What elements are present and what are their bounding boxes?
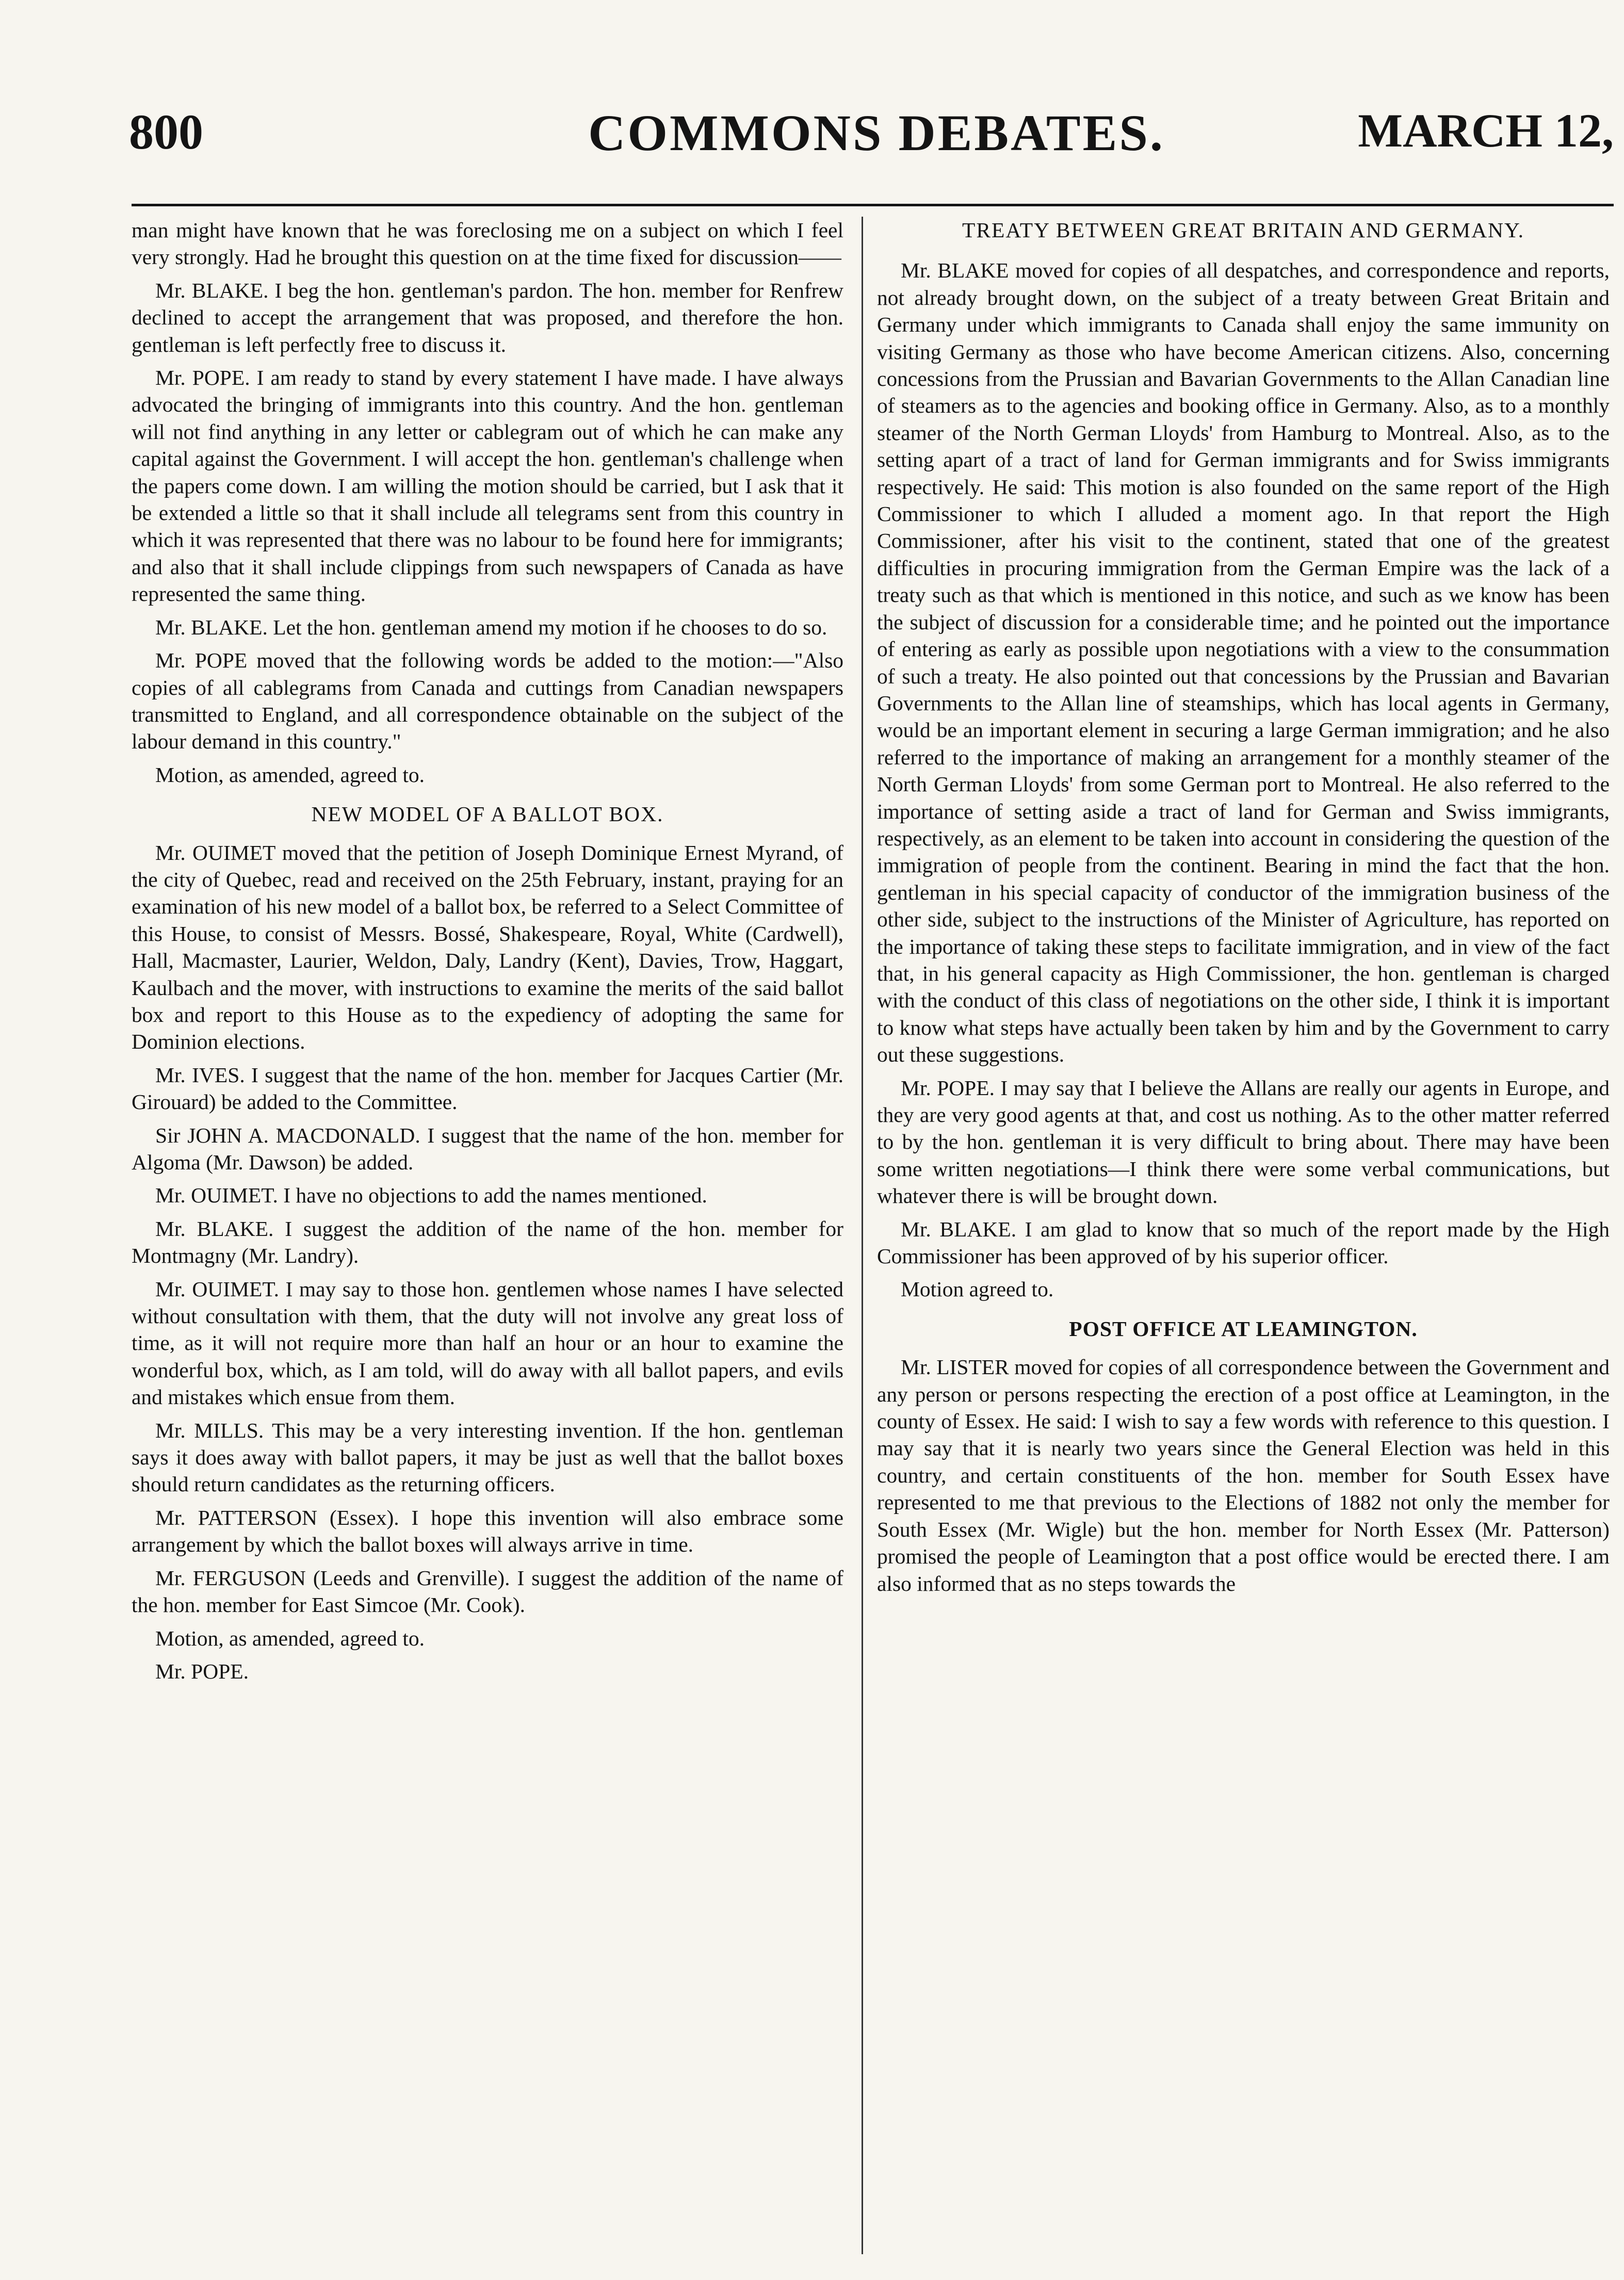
paragraph: Mr. OUIMET moved that the petition of Joseph Dominique Ernest Myrand, of the city of Quebec, read and received on the 25th February, instant, praying for an examination of his new model of a ballot box, be referred to a Select Committee of this House, to consist of Messrs. Bossé, Shakespeare, Royal, White (Cardwell), Hall, Macmaster, Laurier, Weldon, Daly, Landry (Kent), Davies, Trow, Haggart, Kaulbach and the mover, with instructions to examine the merits of the said ballot box and report to this House as to the expediency of adopting the same for Dominion elections. [132, 840, 843, 1054]
paragraph: Mr. BLAKE. I beg the hon. gentleman's pardon. The hon. member for Renfrew declined to accept the arrangement that was proposed, and therefore the hon. gentleman is left perfectly free to discuss it. [132, 278, 843, 356]
paragraph: Mr. MILLS. This may be a very interesting invention. If the hon. gentleman says it does away with ballot papers, it may be just as well that the ballot boxes should return candidates as the returning officers. [132, 1418, 843, 1496]
left-column [132, 217, 843, 1691]
right-column [877, 217, 1610, 1603]
page-number: 800 [129, 104, 203, 159]
paragraph: Motion, as amended, agreed to. [155, 1626, 425, 1650]
paragraph: Mr. BLAKE. I suggest the addition of the name of the hon. member for Montmagny (Mr. Landry). [132, 1216, 843, 1268]
paragraph: Mr. POPE. I may say that I believe the Allans are really our agents in Europe, and they are very good agents at that, and cost us nothing. As to the other matter referred to by the hon. gentleman it is very difficult to bring about. There may have been some written negotiations—I think there were some verbal communications, but whatever there is will be brought down. [877, 1076, 1610, 1208]
paragraph: Sir JOHN A. MACDONALD. I suggest that the name of the hon. member for Algoma (Mr. Dawson) be added. [132, 1123, 843, 1174]
signature: Mr. POPE. [155, 1659, 249, 1683]
column-divider [862, 217, 863, 2254]
paragraph: Mr. POPE. I am ready to stand by every statement I have made. I have always advocated the bringing of immigrants into this country. And the hon. gentleman will not find anything in any letter or cablegram out of which he can make any capital against the Government. I will accept the hon. gentleman's challenge when the papers come down. I am willing the motion should be carried, but I ask that it be extended a little so that it shall include all telegrams sent from this country in which it was represented that there was no labour to be found here for immigrants; and also that it shall include clippings from such newspapers of Canada as have represented the same thing. [132, 366, 843, 606]
paragraph: Mr. BLAKE. Let the hon. gentleman amend my motion if he chooses to do so. [155, 615, 827, 639]
paragraph: Mr. OUIMET. I may say to those hon. gentlemen whose names I have selected without consultation with them, that the duty will not involve any great loss of time, as it will not require more than half an hour or an hour to examine the wonderful box, which, as I am told, will do away with all ballot papers, and evils and mistakes which ensue from them. [132, 1277, 843, 1409]
running-title: COMMONS DEBATES. [588, 104, 1165, 161]
paragraph: Motion, as amended, agreed to. [155, 762, 425, 787]
paragraph: Mr. OUIMET. I have no objections to add the names mentioned. [155, 1183, 707, 1208]
header-rule [132, 204, 1614, 206]
paragraph: man might have known that he was foreclosing me on a subject on which I feel very strongly. Had he brought this question on at the time fixed for discussion—— [132, 218, 843, 269]
paragraph: Mr. BLAKE moved for copies of all despatches, and correspondence and reports, not already brought down, on the subject of a treaty between Great Britain and Germany under which immigrants to Canada shall enjoy the same immunity on visiting Germany as those who have become American citizens. Also, concerning concessions from the Prussian and Bavarian Governments to the Allan Canadian line of steamers as to the agencies and booking office in Germany. Also, as to a monthly steamer of the North German Lloyds' from Hamburg to Montreal. Also, as to the setting apart of a tract of land for German immigrants and for Swiss immigrants respectively. He said: This motion is also founded on the same report of the High Commissioner to which I alluded a moment ago. In that report the High Commissioner, after his visit to the continent, stated that one of the greatest difficulties in procuring immigration from the German Empire was the lack of a treaty such as that which is mentioned in this notice, and such as we know has been the subject of discussion for a considerable time; and he pointed out the importance of entering as early as possible upon negotiations with a view to the consummation of such a treaty. He also pointed out that concessions by the Prussian and Bavarian Governments to the Allan line of steamships, which has local agents in Germany, would be an important element in securing a large German immigration; and he also referred to the importance of making an arrangement for a monthly steamer of the North German Lloyds' from some German port to Montreal. He also referred to the importance of setting aside a tract of land for German and Swiss immigrants, respectively, as an element to be taken into account in considering the question of the immigration of people from the continent. Bearing in mind the fact that the hon. gentleman in his special capacity of conductor of the immigration business of the other side, subject to the instructions of the Minister of Agriculture, has reported on the importance of taking these steps to facilitate immigration, and in view of the fact that, in his general capacity as High Commissioner, the hon. gentleman is charged with the conduct of this class of negotiations on the other side, I think it is important to know what steps have actually been taken by him and by the Government to carry out these suggestions. [877, 258, 1610, 1067]
paragraph: Motion agreed to. [901, 1277, 1054, 1301]
paragraph: Mr. BLAKE. I am glad to know that so much of the report made by the High Commissioner has been approved of by his superior officer. [877, 1217, 1610, 1268]
paragraph: Mr. FERGUSON (Leeds and Grenville). I suggest the addition of the name of the hon. member for East Simcoe (Mr. Cook). [132, 1566, 843, 1617]
paragraph: Mr. POPE moved that the following words be added to the motion:—"Also copies of all cablegrams from Canada and cuttings from Canadian newspapers transmitted to England, and all correspondence obtainable on the subject of the labour demand in this country." [132, 648, 843, 754]
paragraph: Mr. PATTERSON (Essex). I hope this invention will also embrace some arrangement by which the ballot boxes will always arrive in time. [132, 1505, 843, 1557]
paragraph: Mr. IVES. I suggest that the name of the hon. member for Jacques Cartier (Mr. Girouard) be added to the Committee. [132, 1063, 843, 1114]
header-date: MARCH 12, [1358, 104, 1614, 157]
section-heading-treaty: TREATY BETWEEN GREAT BRITAIN AND GERMANY. [962, 218, 1525, 242]
page-header [129, 103, 1624, 181]
section-heading-ballot-box: NEW MODEL OF A BALLOT BOX. [311, 802, 664, 826]
paragraph: Mr. LISTER moved for copies of all correspondence between the Government and any person or persons respecting the erection of a post office at Leamington, in the county of Essex. He said: I wish to say a few words with reference to this question. I may say that it is nearly two years since the General Election was held in this country, and certain constituents of the hon. member for South Essex have represented to me that previous to the Elections of 1882 not only the member for South Essex (Mr. Wigle) but the hon. member for North Essex (Mr. Patterson) promised the people of Leamington that a post office would be erected there. I am also informed that as no steps towards the [877, 1355, 1610, 1595]
section-heading-post-office: POST OFFICE AT LEAMINGTON. [1069, 1316, 1418, 1341]
